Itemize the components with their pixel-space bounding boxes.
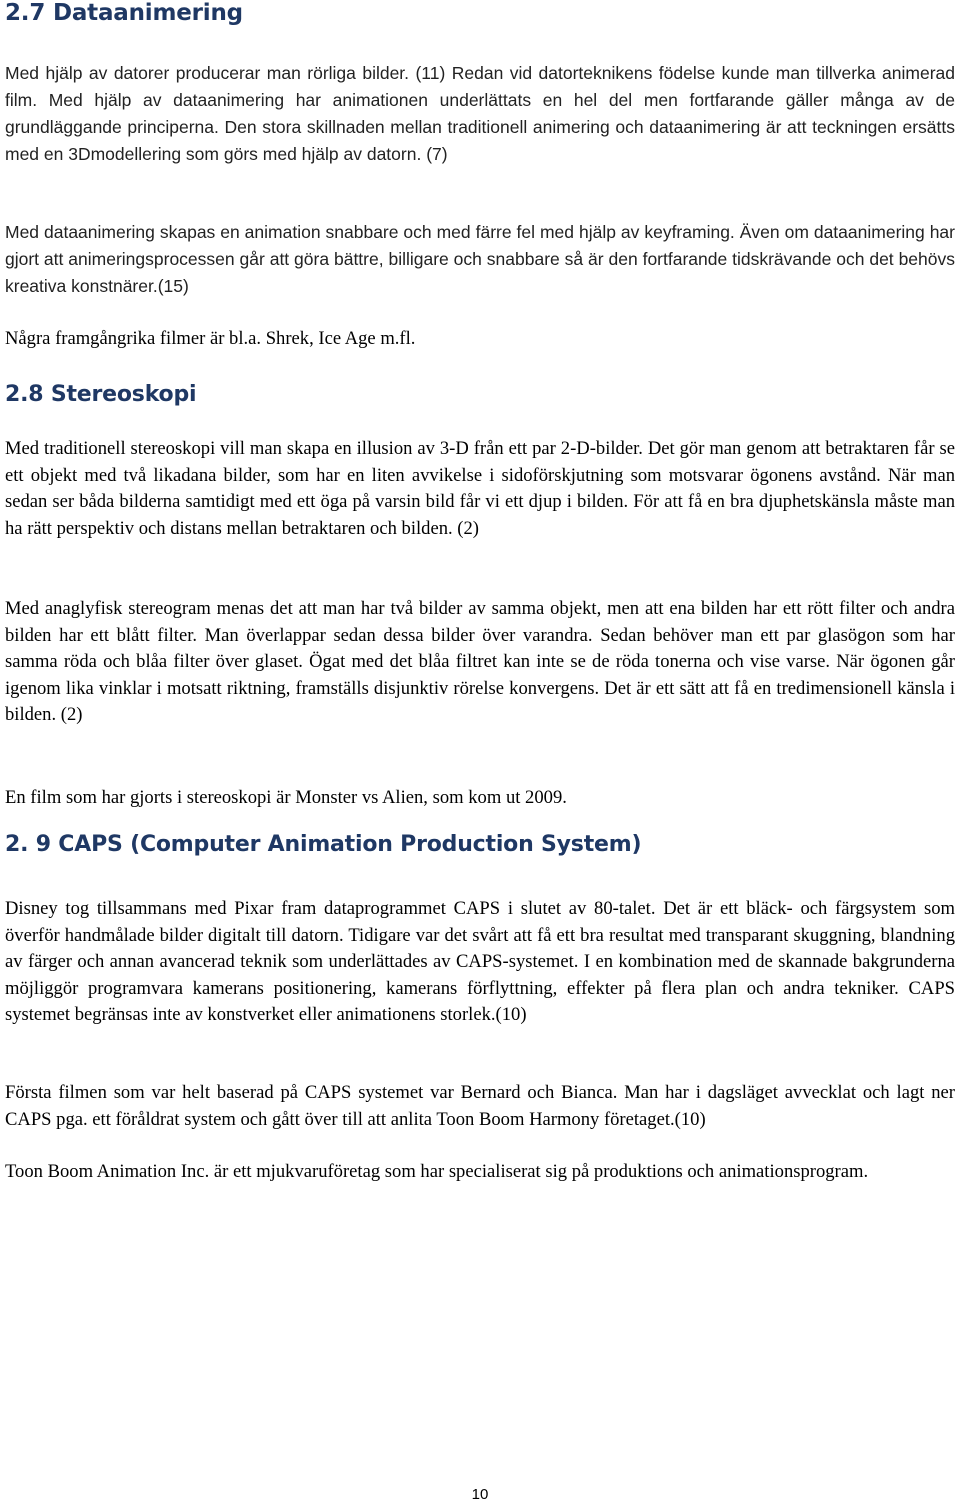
page-number: 10 [471,1486,489,1503]
paragraph-stereoskopi-intro: Med traditionell stereoskopi vill man skapa en illusion av 3-D från ett par 2-D-bilder. Det gör man genom att betraktaren får se ett objekt med två likadana bilder, som har en liten avvikelse i sidoförskjutning som motsvarar ögonens avstånd. När man sedan ser båda bilderna samtidigt med ett öga på varsin bild får vi ett djup i bilden. För att få en bra djuphetskänsla måste man ha rätt perspektiv och distans mellan betraktaren och bilden. (2) [5,438,955,539]
paragraph-successful-films: Några framgångrika filmer är bl.a. Shrek, Ice Age m.fl. [5,328,416,349]
paragraph-dataanimering-intro: Med hjälp av datorer producerar man rörliga bilder. (11) Redan vid datorteknikens födelse kunde man tillverka animerad film. Med hjälp av dataanimering har animationen underlättats en hel del men fortfarande gäller många av de grundläggande principerna. Den stora skillnaden mellan traditionell animering och dataanimering är att teckningen ersätts med en 3Dmodellering som görs med hjälp av datorn. (7) [5,63,955,164]
section-heading-dataanimering: 2.7 Dataanimering [5,0,243,26]
paragraph-stereo-film: En film som har gjorts i stereoskopi är Monster vs Alien, som kom ut 2009. [5,787,567,808]
paragraph-toon-boom: Toon Boom Animation Inc. är ett mjukvaruföretag som har specialiserat sig på produktions och animationsprogram. [5,1161,869,1182]
paragraph-caps-first-film: Första filmen som var helt baserad på CAPS systemet var Bernard och Bianca. Man har i dagsläget avvecklat och lagt ner CAPS pga. ett föråldrat system och gått över till att anlita Toon Boom Harmony företaget.(10) [5,1082,955,1130]
section-heading-stereoskopi: 2.8 Stereoskopi [5,382,197,407]
paragraph-anaglyph: Med anaglyfisk stereogram menas det att man har två bilder av samma objekt, men att ena bilden har ett rött filter och andra bilden har ett blått filter. Man överlappar sedan dessa bilder över varandra. Sedan behöver man ett par glasögon som har samma röda och blåa filter över glaset. Ögat med det blåa filtret kan inte se de röda tonerna och vise varse. När ögonen går igenom lika vinklar i motsatt riktning, framställs disjunktiv rörelse konvergens. Det är ett sätt att få en tredimensionell känsla i bilden. (2) [5,598,955,725]
section-heading-caps: 2. 9 CAPS (Computer Animation Production System) [5,832,642,857]
paragraph-keyframing: Med dataanimering skapas en animation snabbare och med färre fel med hjälp av keyframing. Även om dataanimering har gjort att animeringsprocessen går att göra bättre, billigare och snabbare så är den fortfarande tidskrävande och det behövs kreativa konstnärer.(15) [5,222,955,296]
paragraph-caps-intro: Disney tog tillsammans med Pixar fram dataprogrammet CAPS i slutet av 80-talet. Det är ett bläck- och färgsystem som överför handmålade bilder digitalt till datorn. Tidigare var det svårt att få ett bra resultat med transparant skuggning, blandning av färger och annan avancerad teknik som underlättades av CAPS-systemet. I en kombination med de skannade bakgrunderna möjliggör programvara kamerans positionering, kamerans förflyttning, effekter på flera plan och andra tekniker. CAPS systemet begränsas inte av konstverket eller animationens storlek.(10) [5,898,955,1025]
